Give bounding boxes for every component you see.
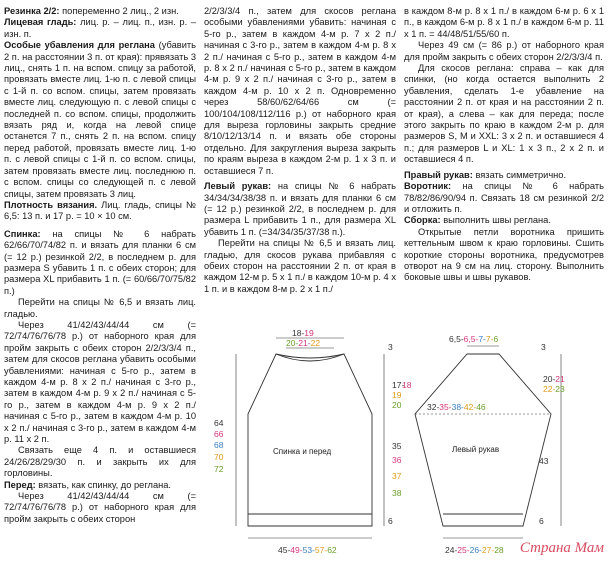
stockinette-text: лиц. р. – лиц. п., изн. р. – изн. п. — [4, 17, 196, 39]
text-column-3 — [404, 0, 604, 284]
cuff-height: 6 — [539, 516, 544, 526]
left-sleeve-text: на спицы № 6 набрать 34/34/34/38/38 п. и вязать для планки 6 см (= 12 р.) резинкой 2/2, в последнем р. для размера L прибавить 1 п., для размера XL убавить 1 п. (=34/34/35/37/38 п.). — [204, 181, 396, 237]
piece-label: Спинка и перед — [273, 447, 332, 456]
heading-left-sleeve: Левый рукав: — [204, 181, 272, 192]
armhole-depth-a: 17- — [392, 380, 405, 390]
total-length-a: 64 — [214, 418, 224, 428]
sleeve-label: Левый рукав — [452, 445, 500, 454]
heading-stockinette: Лицевая гладь: — [4, 17, 77, 28]
assembly-text-2: Открытые петли воротника пришить кеттельным швом к краю горловины. Сшить короткие стороны воротника, предусмотрев отворот на 9 см на лиц. сторону. Выполнить боковые швы и швы рукавов. — [404, 226, 604, 283]
back-text-2: Перейти на спицы № 6,5 и вязать лиц. гладью. — [4, 297, 196, 319]
right-sleeve-text: вязать симметрично. — [472, 169, 567, 180]
armhole-depth-b: 18 — [402, 380, 412, 390]
body-length-a: 35 — [392, 441, 402, 451]
neck-depth: 3 — [388, 342, 393, 352]
heading-front: Перед: — [4, 479, 36, 490]
heading-right-sleeve: Правый рукав: — [404, 169, 473, 180]
armhole-depth-c: 19 — [392, 390, 402, 400]
front-text-2: Через 41/42/43/44/44 см (= 72/74/76/76/78 р.) от наборного края для пройм закрыть с обеих сторон — [4, 491, 196, 524]
heading-gauge: Плотность вязания. — [4, 199, 98, 210]
heading-raglan-decrease: Особые убавления для реглана — [4, 40, 155, 51]
total-length-e: 72 — [214, 464, 224, 474]
heading-assembly: Сборка: — [404, 215, 441, 226]
heading-back: Спинка: — [4, 228, 41, 239]
sleeve-top-width: 6,5-6,5-7-7-6 — [449, 334, 499, 344]
band-height: 6 — [388, 516, 393, 526]
heading-rib: Резинка 2/2: — [4, 6, 60, 16]
total-length-d: 70 — [214, 452, 224, 462]
text-column-1 — [4, 0, 196, 525]
total-length-b: 66 — [214, 429, 224, 439]
back-text: на спицы № 6 набрать 62/66/70/74/82 п. и вязать для планки 6 см (= 12 р.) резинкой 2/2, в последнем р. для размера S убавить 1 п. с обеих сторон; для размера XL прибавить 1 п. (= 60/66/70/75/82 п.) — [4, 228, 196, 296]
back-text-4: Связать еще 4 п. и оставшиеся 24/26/28/29/30 п. и закрыть их для горловины. — [4, 445, 196, 479]
body-length-c: 37 — [392, 471, 402, 481]
text-column-2 — [204, 0, 396, 295]
total-length-c: 68 — [214, 440, 224, 450]
sleeve-text-4: Через 49 см (= 86 р.) от наборного края для пройм закрыть с обеих сторон 2/2/3/3/4 п. — [404, 40, 604, 62]
rib-text: попеременно 2 лиц., 2 изн. — [59, 6, 179, 16]
collar-text: на спицы № 6 набрать 78/82/86/90/94 п. Связать 18 см резинкой 2/2 и отложить п. — [404, 181, 604, 214]
back-text-3: Через 41/42/43/44/44 см (= 72/74/76/76/78 р.) от наборного края для пройм закрыть с обеих сторон 2/2/3/3/4 п., затем для скосов реглана убавить особыми убавлениями: начиная с 5-го р., затем в каждом 4-м р. 8 х 2 п./ начиная с 3-го р., затем в каждом 4-м р. 9 х 2 п./ начиная с 5-го р., затем в каждом 4-м р. 9 х 2 п./ начиная с 5-го р., затем в каждом 4-м р. 10 х 2 п./ начиная с 3-го р., затем в каждом 4-м р. 11 х 2 п. — [4, 319, 196, 445]
front-text-3: 2/2/3/3/4 п., затем для скосов реглана особыми убавлениями убавить: начиная с 5-го р., затем в каждом 4-м р. 7 х 2 п./ начиная с 3-го р., затем в каждом 4-м р. 8 х 2 п./ начиная с 5-го р., затем в каждом 4-м р. 8 х 2 п./ начиная с 5-го р., затем в каждом 4-м р. 9 х 2 п./ начиная с 3-го р., затем в каждом 4-м р. 10 х 2 п. Одновременно через 58/60/62/64/66 см (= 100/104/108/112/116 р.) от наборного края для выреза горловины закрыть средние 8/10/12/13/14 п. и вязать обе стороны отдельно. Для закругления выреза закрыть по краям выреза в каждом 2-м р. 1 х 3 п. и оставшиеся 7 п. — [204, 6, 396, 176]
sleeve-text-3: в каждом 8-м р. 8 х 1 п./ в каждом 6-м р. 6 х 1 п., в каждом 6-м р. 8 х 1 п./ в каждом 6-м р. 11 х 1 п. = 44/48/51/55/60 п. — [404, 6, 604, 39]
sleeve-cap-top: 3 — [541, 342, 546, 352]
body-length-d: 38 — [392, 488, 402, 498]
left-sleeve-text-2: Перейти на спицы № 6,5 и вязать лиц. гладью, для скосов рукава прибавляя с обеих сторон на расстоянии 2 п. от края в каждом 12-м р. 5 х 1 п./ в каждом 10-м р. 4 х 1 п. и в каждом 8-м р. 2 х 1 п./ — [204, 238, 396, 294]
neck-top-width: 18-19 — [292, 330, 314, 338]
sleeve-schematic — [405, 330, 580, 561]
back-front-schematic — [200, 330, 415, 561]
watermark: Страна Мам — [519, 540, 604, 556]
armhole-depth-d: 20 — [392, 400, 402, 410]
assembly-text: выполнить швы реглана. — [440, 215, 551, 226]
neck-width: 20-21-22 — [286, 338, 321, 348]
raglan-decrease-text: (убавить 2 п. на расстоянии 3 п. от края): прявязать 3 лиц., снять 1 п. на вспом. спицу за работой, провязать вместе лиц. 1-ю п. с левой спицы с 1-й п. со вспом. спицы, затем провязать вместе лиц. следующую п. с левой спицы с последней п. со вспом. спицы, продолжить вязать ряд и, когда на левой спице останется 7 п., снять 2 п. на вспом. спицу перед работой, провязать вместе лиц. 1-ю п. с левой спицы с 1-й п. со вспом. спицы, затем провязать вместе лиц. последнюю п. с вспом. спицы со следующей п. с левой спицы, затем провязать 3 лиц. — [4, 40, 196, 199]
cap-depth-b: 22-23 — [543, 384, 565, 394]
body-length-b: 36 — [392, 455, 402, 465]
sleeve-length: 43 — [539, 456, 549, 466]
cap-depth-a: 20-21 — [543, 374, 565, 384]
cuff-width: 24-25-26-27-28 — [445, 545, 504, 555]
sleeve-text-5: Для скосов реглана: справа – как для спинки, (но когда остается выполнить 2 убавления, сделать 1-е убавление на расстоянии 2 п. от края и на расстоянии 2 п. от края), а слева – как для переда; после этого закрыть по краю в каждом 2-м р. для размеров S, M и XXL: 3 х 2 п. и оставшиеся 4 п.; для размеров L и XL: 1 х 3 п., 2 х 2 п. и оставшиеся 4 п. — [404, 63, 604, 165]
body-width: 45-49-53-57-62 — [278, 545, 337, 555]
heading-collar: Воротник: — [404, 181, 452, 192]
sleeve-width: 32-35-38-42-46 — [427, 402, 486, 412]
gauge-text: Лиц. гладь, спицы № 6,5: 13 п. и 17 р. = 10 × 10 см. — [4, 199, 196, 222]
front-text: вязать, как спинку, до реглана. — [35, 479, 171, 490]
